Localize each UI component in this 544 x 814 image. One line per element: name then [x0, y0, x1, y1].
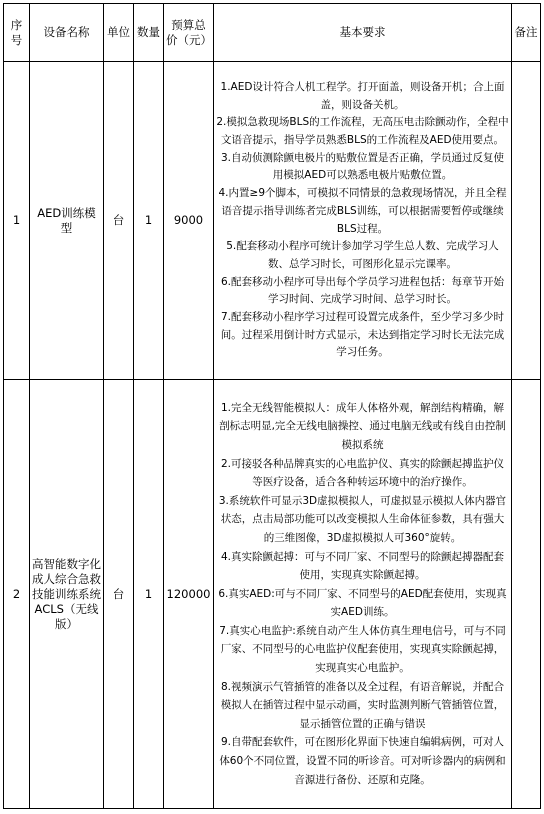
requirement-item: 3.自动侦测除颤电极片的贴敷位置是否正确，学员通过反复使用模拟AED可以熟悉电极片贴敷位置。 [220, 151, 505, 182]
row-requirements [214, 380, 512, 809]
equipment-spec-table [3, 3, 541, 809]
header-remarks: 备注 [512, 4, 541, 62]
row-requirements [214, 62, 512, 380]
header-row [4, 4, 541, 62]
row-unit: 台 [104, 380, 134, 809]
header-qty: 数量 [134, 4, 164, 62]
requirement-item: 4.内置≥9个脚本，可模拟不同情景的急救现场情况，并且全程语音提示指导训练者完成BLS训练，可以根据需要暂停或继续BLS过程。 [218, 187, 507, 235]
row-budget: 120000 [164, 380, 214, 809]
header-seq: 序号 [4, 4, 30, 62]
header-budget: 预算总价（元） [164, 4, 214, 62]
row-device-name: 高智能数字化成人综合急救技能训练系统ACLS（无线版） [30, 380, 104, 809]
row-unit: 台 [104, 62, 134, 380]
row-remarks [512, 62, 541, 380]
requirement-item: 5.配套移动小程序可统计参加学习学生总人数、完成学习人数、总学习时长，可图形化显示完课率。 [226, 240, 499, 270]
row-remarks [512, 380, 541, 809]
requirement-item: 7.配套移动小程序学习过程可设置完成条件，至少学习多少时间。过程采用倒计时方式显示，未达到指定学习时长无法完成学习任务。 [220, 311, 505, 359]
requirement-item: 1.AED设计符合人机工程学。打开面盖，则设备开机；合上面盖，则设备关机。 [220, 80, 505, 111]
row-budget: 9000 [164, 62, 214, 380]
row-qty: 1 [134, 380, 164, 809]
requirement-item: 7.真实心电监护:系统自动产生人体仿真生理电信号，可与不同厂家、不同型号的心电监护仪配套使用，实现真实除颤起搏，实现真实心电监护。 [219, 624, 506, 675]
row-seq: 2 [4, 380, 30, 809]
requirement-item: 8.视频演示气管插管的准备以及全过程，有语音解说，并配合模拟人在插管过程中显示动画，实时监测判断气管插管位置，显示插管位置的正确与错误 [220, 680, 505, 730]
requirement-item: 2.模拟急救现场BLS的工作流程，无高压电击除颤动作，全程中文语音提示，指导学员熟悉BLS的工作流程及AED使用要点。 [216, 116, 509, 146]
row-device-name: AED训练模型 [30, 62, 104, 380]
header-unit: 单位 [104, 4, 134, 62]
requirement-item: 6.真实AED:可与不同厂家、不同型号的AED配套使用，实现真实AED训练。 [218, 587, 507, 619]
requirement-item: 3.系统软件可显示3D虚拟模拟人，可虚拟显示模拟人体内器官状态，点击局部功能可以改变模拟人生命体征参数，具有强大的三维图像，3D虚拟模拟人可360°旋转。 [218, 494, 507, 544]
requirement-item: 9.自带配套软件，可在图形化界面下快速自编辑病例，可对人体60个不同位置，设置不同的听诊音。可对听诊器内的病例和音源进行备份、还原和克隆。 [219, 736, 506, 786]
requirement-item: 6.配套移动小程序可导出每个学员学习进程包括：每章节开始学习时间、完成学习时间、总学习时长。 [220, 275, 505, 306]
table-row [4, 62, 541, 380]
row-qty: 1 [134, 62, 164, 380]
header-name: 设备名称 [30, 4, 104, 62]
row-seq: 1 [4, 62, 30, 380]
requirement-item: 1.完全无线智能模拟人：成年人体格外观，解剖结构精确，解剖标志明显,完全无线电脑操控、通过电脑无线或有线自由控制模拟系统 [219, 401, 506, 451]
requirement-item: 4.真实除颤起搏：可与不同厂家、不同型号的除颤起搏器配套使用，实现真实除颤起搏。 [220, 550, 505, 582]
table-row [4, 380, 541, 809]
header-requirements: 基本要求 [214, 4, 512, 62]
requirement-item: 2.可接驳各种品牌真实的心电监护仪、真实的除颤起搏监护仪等医疗设备，适合各种转运环境中的治疗操作。 [220, 457, 505, 489]
